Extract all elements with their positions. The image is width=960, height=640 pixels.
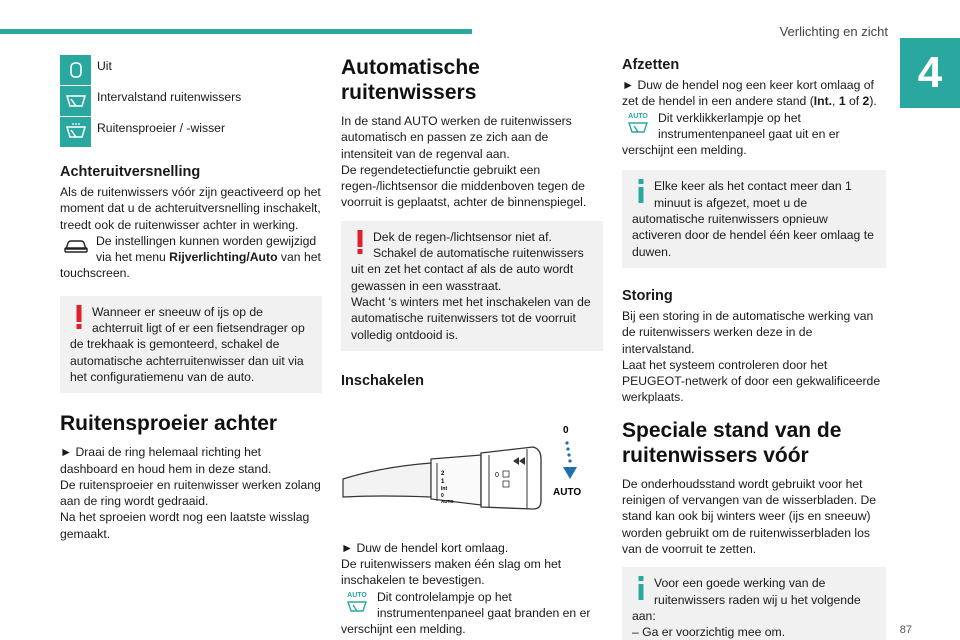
header-accent-bar: [0, 29, 472, 34]
on-text-1: ► Duw de hendel kort omlaag.: [341, 540, 509, 555]
tile-label-interval: Intervalstand ruitenwissers: [97, 90, 242, 104]
info-text-care: Voor een goede werking van de ruitenwissers raden wij u het volgende aan:: [632, 576, 861, 623]
special-text: De onderhoudsstand wordt gebruikt voor het reinigen of vervangen van de wisserbladen. De stand kan ook bij winters weer (ijs en sneeuw) worden gebruikt om de ruitenwisserbladen los van de voorruit te zetten.: [622, 476, 877, 556]
lever-label-auto: AUTO: [553, 486, 582, 498]
info-icon: [632, 178, 650, 206]
on-text-2: De ruitenwissers maken één slag om het inschakelen te bevestigen.: [341, 557, 562, 588]
settings-paragraph: [60, 233, 322, 282]
chapter-tab: 4: [900, 38, 960, 108]
auto-wipers-heading: Automatische ruitenwissers: [341, 56, 480, 104]
washer-icon: [60, 117, 91, 148]
info-text-reactivate: Elke keer als het contact meer dan 1 minuut is afgezet, moet u de automatische ruitenwissers opnieuw activeren door de hendel één keer omlaag te duwen.: [632, 179, 874, 259]
on-heading: Inschakelen: [341, 372, 425, 389]
fault-text-1: Bij een storing in de automatische werking van de ruitenwissers werken deze in de intervalstand.: [622, 308, 874, 356]
tile-label-washer: Ruitensproeier / -wisser: [97, 121, 226, 135]
wiper-interval-icon: [60, 86, 91, 117]
lamp-paragraph-on: [341, 589, 603, 638]
rear-text-2: De ruitensproeier en ruitenwisser werken zolang aan de ring wordt gedraaid.: [60, 477, 321, 509]
warning-note-rear: [60, 296, 322, 393]
info-note-reactivate: [622, 170, 886, 267]
lever-position-auto: AUTO: [441, 498, 454, 504]
rear-text-3: Na het sproeien wordt nog een laatste wisslag gemaakt.: [60, 510, 310, 541]
auto-intro-1: In de stand AUTO werken de ruitenwissers automatisch en passen ze zich aan de intensiteit van de regenval aan.: [341, 114, 572, 161]
fault-heading: Storing: [622, 287, 673, 304]
auto-intro-2: De regendetectiefunctie gebruikt een regen-/lichtsensor die middenboven tegen de voorruit is geplaatst, achter de binnenspiegel.: [341, 162, 587, 210]
reverse-heading: Achteruitversnelling: [60, 164, 201, 180]
svg-text:0: 0: [495, 471, 499, 479]
info-icon: [632, 575, 650, 603]
auto-wiper-lamp-icon: AUTO: [341, 591, 373, 613]
tile-row-off: [60, 55, 322, 86]
auto-wiper-lamp-icon: AUTO: [622, 112, 654, 134]
rear-washer-heading: Ruitensproeier achter: [60, 412, 278, 436]
lever-position-0: 0: [441, 492, 444, 499]
lever-position-int: Int: [441, 485, 448, 492]
warning-exclamation-icon: [70, 304, 88, 332]
rear-text-1: ► Draai de ring helemaal richting het dashboard en houd hem in deze stand.: [60, 445, 272, 476]
warning-sensor-3: Wacht 's winters met het inschakelen van de automatische ruitenwissers tot de voorruit volledig ontdooid is.: [351, 294, 591, 342]
warning-sensor-1: Dek de regen-/lichtsensor niet af.: [373, 229, 552, 244]
warning-text-rear: Wanneer er sneeuw of ijs op de achterruit ligt of er een fietsendrager op de trekhaak is gemonteerd, schakel de automatische achterruitenwisser dan uit via het configuratiemenu van de auto.: [70, 304, 305, 384]
wiper-off-icon: [60, 55, 91, 86]
fault-text-2: Laat het systeem controleren door het PEUGEOT-netwerk of door een gekwalificeerde werkplaats.: [622, 357, 881, 405]
warning-sensor-2: Schakel de automatische ruitenwissers uit en zet het contact af als de auto wordt gewassen in een wasstraat.: [351, 246, 584, 293]
tile-label-off: Uit: [97, 59, 112, 73]
wiper-lever-illustration: [341, 419, 603, 519]
column-3: [622, 55, 886, 640]
info-note-care: [622, 567, 886, 640]
column-1: [60, 55, 322, 542]
info-text-care-item: – Ga er voorzichtig mee om.: [632, 625, 786, 640]
page-number: 87: [899, 624, 912, 636]
down-dots-arrow-icon: [563, 441, 577, 479]
lever-label-top: 0: [563, 424, 569, 436]
warning-exclamation-icon: [351, 229, 369, 257]
lever-position-2: 2: [441, 470, 445, 477]
off-text: ► Duw de hendel nog een keer kort omlaag of zet de hendel in een andere stand (Int., 1 of 2).: [622, 78, 877, 109]
tile-row-washer: [60, 117, 322, 148]
car-settings-icon: [60, 235, 92, 257]
lamp-text-on: Dit controlelampje op het instrumentenpaneel gaat branden en er verschijnt een melding.: [341, 589, 591, 637]
off-heading: Afzetten: [622, 57, 680, 73]
header-title: Verlichting en zicht: [779, 24, 888, 39]
settings-text-2: van het touchscreen.: [60, 250, 321, 281]
lamp-text-off: Dit verklikkerlampje op het instrumentenpaneel gaat uit en er verschijnt een melding.: [622, 110, 840, 158]
column-2: [341, 55, 603, 638]
lamp-paragraph-off: [622, 110, 886, 159]
tile-row-interval: [60, 86, 322, 117]
special-position-heading: Speciale stand van de ruitenwissers vóór: [622, 418, 842, 467]
settings-menu-path: Rijverlichting/Auto: [169, 250, 278, 265]
lever-position-1: 1: [441, 478, 445, 485]
reverse-text: Als de ruitenwissers vóór zijn geactiveerd op het moment dat u de achteruitversnelling inschakelt, treedt ook de ruitenwisser achter in werking.: [60, 185, 321, 232]
warning-note-sensor: [341, 221, 603, 351]
settings-text-1: De instellingen kunnen worden gewijzigd via het menu: [96, 233, 317, 265]
